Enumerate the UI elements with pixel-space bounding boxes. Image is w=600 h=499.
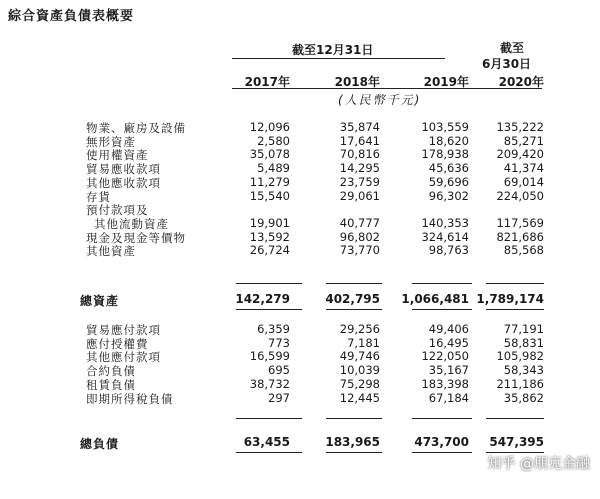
total-row [0,292,600,308]
row-value: 49,746 [339,349,380,364]
row-value: 13,592 [249,229,290,244]
year-header-2020: 2020年 [498,75,544,89]
total-rule [326,309,382,310]
row-value: 6,359 [257,322,290,336]
row-value: 18,620 [428,133,469,148]
row-value: 73,770 [339,243,380,258]
year-header-2017: 2017年 [244,75,290,89]
row-value: 324,614 [421,229,469,244]
subtotal-rule [412,418,472,419]
row-value: 41,374 [503,161,544,176]
row-value: 40,777 [339,215,380,230]
total-rule [486,309,544,310]
row-value: 70,816 [339,147,380,162]
row-value: 209,420 [496,147,544,162]
row-label: 無形資產 [86,134,136,149]
table-row [0,336,600,349]
subtotal-rule [326,418,382,419]
row-label: 合約負債 [86,364,136,379]
row-value: 16,599 [249,349,290,364]
row-value: 183,965 [325,435,380,449]
row-value: 29,061 [339,188,380,203]
row-value: 38,732 [249,376,290,391]
row-value: 821,686 [496,229,544,244]
row-label: 其他資產 [86,244,136,259]
row-value: 547,395 [489,435,544,449]
row-value: 1,066,481 [401,292,469,306]
row-value: 35,862 [503,390,544,405]
table-row [0,322,600,335]
subtotal-rule [486,418,544,419]
row-value: 58,831 [503,335,544,350]
row-value: 140,353 [421,215,469,230]
row-value: 77,191 [503,322,544,336]
row-value: 12,096 [249,120,290,134]
row-label: 現金及現金等價物 [86,230,186,245]
row-value: 122,050 [421,349,469,364]
period-header-jun-line1: 截至 [500,41,525,55]
row-value: 96,802 [339,229,380,244]
row-value: 96,302 [428,188,469,203]
subtotal-rule [236,418,302,419]
row-label: 其他流動資產 [94,216,169,231]
table-row [0,230,600,243]
table-row [0,216,600,229]
row-label: 總資產 [80,294,120,308]
subtotal-rule [236,283,302,284]
row-value: 224,050 [496,188,544,203]
row-value: 16,495 [428,335,469,350]
row-value: 49,406 [428,322,469,336]
row-value: 17,641 [339,133,380,148]
row-label: 其他應收款項 [86,175,161,190]
row-value: 63,455 [243,435,290,449]
row-value: 2,580 [257,133,290,148]
table-row [0,147,600,163]
table-row [0,161,600,177]
row-value: 211,186 [496,376,544,391]
watermark: 知乎 @朋克金融 [487,456,590,472]
row-label: 貿易應收款項 [86,162,161,177]
total-rule [412,309,472,310]
row-value: 19,901 [249,215,290,230]
row-label: 即期所得稅負債 [86,391,174,406]
table-row [0,363,600,379]
row-value: 59,696 [428,174,469,189]
table-row [0,134,600,147]
table-row [0,189,600,202]
row-value: 35,167 [428,363,469,378]
total-row [0,435,600,451]
row-value: 11,279 [249,174,290,189]
row-value: 5,489 [257,161,290,176]
row-label: 其他應付款項 [86,350,161,365]
subtotal-rule [412,283,472,284]
table-row [0,202,600,218]
row-value: 142,279 [235,292,290,306]
row-value: 58,343 [503,363,544,378]
row-value: 297 [268,390,290,405]
row-value: 26,724 [249,243,290,258]
row-value: 67,184 [428,390,469,405]
table-row [0,120,600,133]
table-row [0,391,600,404]
subtotal-rule [486,283,544,284]
year-header-2018: 2018年 [334,75,380,89]
row-value: 35,874 [339,120,380,134]
row-value: 103,559 [421,120,469,134]
row-label: 總負債 [80,437,120,451]
row-value: 85,568 [503,243,544,258]
period-header-jun-line2: 6月30日 [482,57,532,71]
row-value: 135,222 [496,120,544,134]
row-value: 105,982 [496,349,544,364]
row-value: 402,795 [325,292,380,306]
table-row [0,243,600,259]
row-label: 租賃負債 [86,377,136,392]
row-value: 12,445 [339,390,380,405]
row-value: 85,271 [503,133,544,148]
row-value: 29,256 [339,322,380,336]
row-label: 貿易應付款項 [86,323,161,337]
row-value: 773 [268,335,290,350]
row-label: 應付授權費 [86,336,149,351]
row-value: 473,700 [414,435,469,449]
row-label: 物業、廠房及設備 [86,121,186,135]
total-rule [236,309,302,310]
row-value: 117,569 [496,215,544,230]
year-header-rule [232,88,542,89]
row-value: 75,298 [339,376,380,391]
row-value: 10,039 [339,363,380,378]
row-label: 使用權資產 [86,148,149,163]
row-value: 45,636 [428,161,469,176]
total-rule [412,452,472,453]
period-header-rule [232,58,445,59]
row-value: 98,763 [428,243,469,258]
page-title: 綜合資產負債表概要 [8,9,135,24]
table-row [0,377,600,390]
row-label: 預付款項及 [86,203,149,218]
row-value: 1,789,174 [476,292,544,306]
row-value: 69,014 [503,174,544,189]
period-header-dec: 截至12月31日 [292,43,374,57]
row-label: 存貨 [86,189,111,204]
row-value: 15,540 [249,188,290,203]
row-value: 23,759 [339,174,380,189]
row-value: 695 [268,363,290,378]
table-row [0,175,600,188]
total-rule [236,452,302,453]
row-value: 35,078 [249,147,290,162]
row-value: 178,938 [421,147,469,162]
row-value: 183,398 [421,376,469,391]
row-value: 14,295 [339,161,380,176]
subtotal-rule [326,283,382,284]
table-row [0,349,600,365]
total-rule [326,452,382,453]
year-header-2019: 2019年 [423,75,469,89]
row-value: 7,181 [347,335,380,350]
currency-unit: (人民幣千元) [338,93,422,107]
